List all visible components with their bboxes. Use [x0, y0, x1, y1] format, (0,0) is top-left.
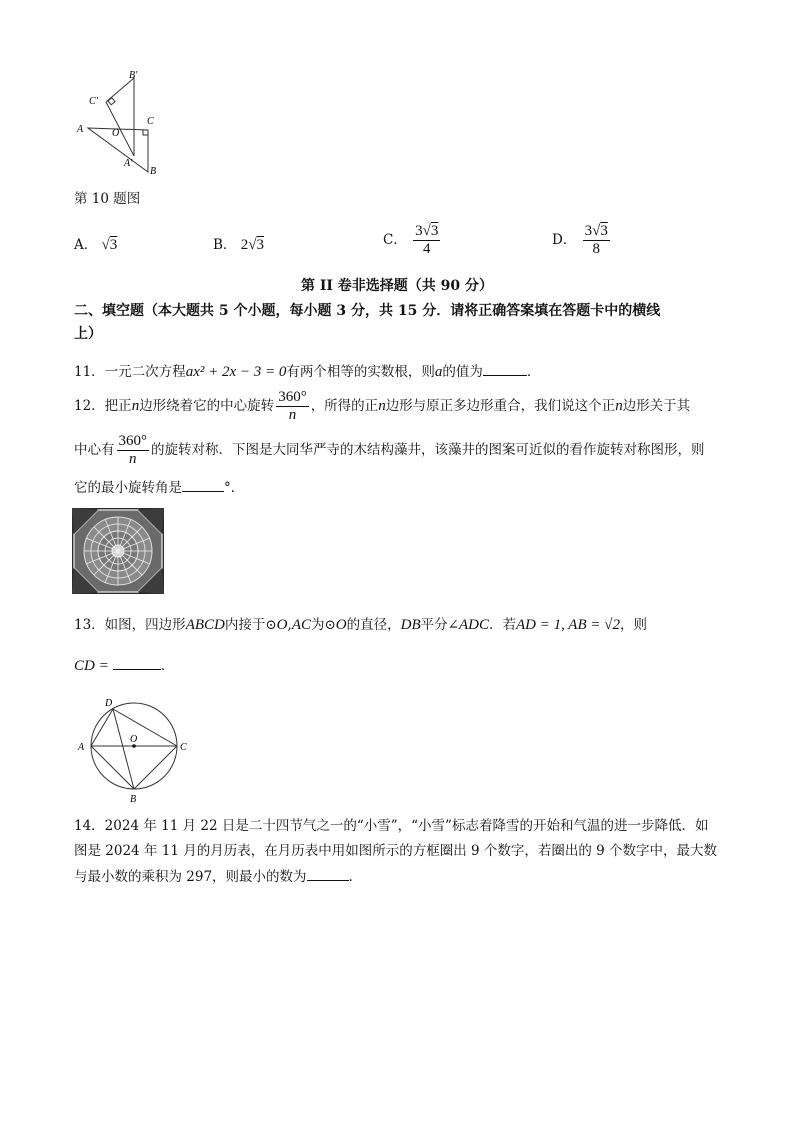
option-c[interactable]: C． $\frac{3√3}{4}$: [383, 223, 439, 257]
question-12-line1: [74, 389, 690, 424]
option-c-num-val: 3: [430, 223, 439, 239]
question-13-line1: [74, 615, 647, 635]
q12-l3-p2: °．: [224, 480, 245, 496]
q13-o2: O: [335, 617, 347, 633]
question-14-line1: 14．2024 年 11 月 22 日是二十四节气之一的“小雪”，“小雪”标志着降雪的开始和气温的进一步降低．如: [74, 818, 709, 834]
option-b-label: B．: [213, 237, 237, 253]
q11-mid: 有两个相等的实数根，则: [286, 364, 435, 380]
q13-condition: AD = 1, AB = √2: [515, 617, 620, 633]
label-d: D: [105, 698, 113, 709]
q13-p6: ．若: [488, 617, 516, 633]
label-a-prime: A′: [124, 158, 133, 169]
option-b-coef: 2: [240, 237, 249, 253]
question-14-line3: [74, 866, 362, 887]
q12-l2-frac-num: 360°: [118, 433, 147, 449]
q13-p2: 内接于⊙: [224, 617, 277, 633]
option-d-num-val: 3: [600, 223, 608, 239]
caisson-ceiling-image: [72, 508, 164, 594]
q13-p1: 13．如图，四边形: [74, 617, 186, 633]
label-a: A: [78, 742, 85, 753]
section2-heading-line2: 上）: [74, 326, 102, 342]
label-b-prime: B′: [129, 70, 138, 81]
segment-ab: [91, 746, 134, 789]
question-12-line2: [74, 433, 705, 468]
q13-cd: CD =: [74, 658, 109, 674]
q12-l2-p1: 中心有: [74, 442, 115, 458]
q11-var: a: [434, 364, 443, 380]
q12-p3: ，所得的正: [310, 398, 379, 414]
q10-figure: [72, 68, 172, 180]
q13-p4: 的直径，: [346, 617, 401, 633]
q12-n2: n: [378, 398, 386, 414]
question-12-line3: [74, 477, 244, 498]
q13-adc: ADC: [458, 617, 489, 633]
q12-frac-den: n: [288, 407, 297, 423]
q12-l3-p1: 它的最小旋转角是: [74, 480, 182, 496]
option-d-den: 8: [592, 241, 600, 257]
right-angle-mark-c: [143, 130, 148, 135]
segment-cb: [134, 746, 177, 789]
segment-da: [91, 709, 113, 746]
fig10-caption: 第 10 题图: [74, 191, 141, 207]
q13-ac: AC: [291, 617, 311, 633]
option-a[interactable]: A． √3: [74, 237, 118, 253]
segment-dc: [113, 709, 177, 746]
section2-title: 第 II 卷非选择题（共 90 分）: [300, 278, 494, 294]
q12-l2-p2: 的旋转对称．下图是大同华严寺的木结构藻井，该藻井的图案可近似的看作旋转对称图形，则: [151, 442, 705, 458]
label-c-prime: C′: [89, 96, 98, 107]
question-11: [74, 361, 540, 382]
q11-equation: ax² + 2x − 3 = 0: [185, 364, 287, 380]
segment-db: [113, 709, 134, 789]
q13-db: DB: [400, 617, 421, 633]
q12-p1: 12．把正: [74, 398, 132, 414]
q12-frac-num: 360°: [278, 389, 307, 405]
q11-end: ．: [526, 364, 541, 380]
q14-answer-blank[interactable]: [307, 866, 349, 881]
q11-prefix: 11．一元二次方程: [74, 364, 186, 380]
label-b: B: [130, 794, 137, 805]
option-c-den: 4: [423, 241, 431, 257]
label-c: C: [180, 742, 187, 753]
label-b: B: [150, 166, 157, 177]
q13-end: ．: [161, 658, 175, 674]
q12-p4: 边形与原正多边形重合，我们说这个正: [385, 398, 616, 414]
q13-comma: ,: [287, 617, 292, 633]
q12-p2: 边形绕着它的中心旋转: [139, 398, 275, 414]
label-o: O: [112, 128, 120, 139]
option-c-label: C．: [383, 232, 407, 248]
q11-suffix: 的值为: [442, 364, 483, 380]
q12-n3: n: [615, 398, 623, 414]
option-d[interactable]: D． $\frac{3√3}{8}$: [552, 223, 608, 257]
q11-answer-blank[interactable]: [483, 361, 527, 376]
q13-p5: 平分∠: [420, 617, 459, 633]
option-d-num-coef: 3: [584, 223, 593, 239]
q12-p5: 边形关于其: [622, 398, 691, 414]
section2-heading-line1: 二、填空题（本大题共 5 个小题，每小题 3 分，共 15 分．请将正确答案填在答题卡中的横线: [74, 303, 661, 319]
label-o: O: [130, 734, 138, 745]
q13-answer-blank[interactable]: [113, 655, 161, 670]
q13-p7: ，则: [619, 617, 647, 633]
label-a: A: [77, 124, 84, 135]
question-13-line2: [74, 655, 175, 676]
q13-o1: O: [276, 617, 288, 633]
option-a-label: A．: [74, 237, 98, 253]
label-c: C: [147, 116, 154, 127]
q13-circle-figure: [72, 694, 196, 806]
q12-l2-frac-den: n: [129, 451, 137, 467]
q12-answer-blank[interactable]: [182, 477, 224, 492]
q14-end: ．: [348, 869, 363, 885]
q14-line3-text: 与最小数的乘积为 297，则最小的数为: [74, 869, 307, 885]
option-b-value: 3: [256, 237, 264, 253]
question-14-line2: 图是 2024 年 11 月的月历表，在月历表中用如图所示的方框圈出 9 个数字，若圈出的 9 个数字中，最大数: [74, 843, 718, 859]
option-d-label: D．: [552, 232, 577, 248]
q13-p3: 为⊙: [310, 617, 336, 633]
option-a-value: 3: [109, 237, 118, 253]
option-b[interactable]: B． 2√3: [213, 237, 264, 253]
option-c-num-coef: 3: [415, 223, 423, 239]
q12-n1: n: [131, 398, 140, 414]
q13-abcd: ABCD: [185, 617, 225, 633]
